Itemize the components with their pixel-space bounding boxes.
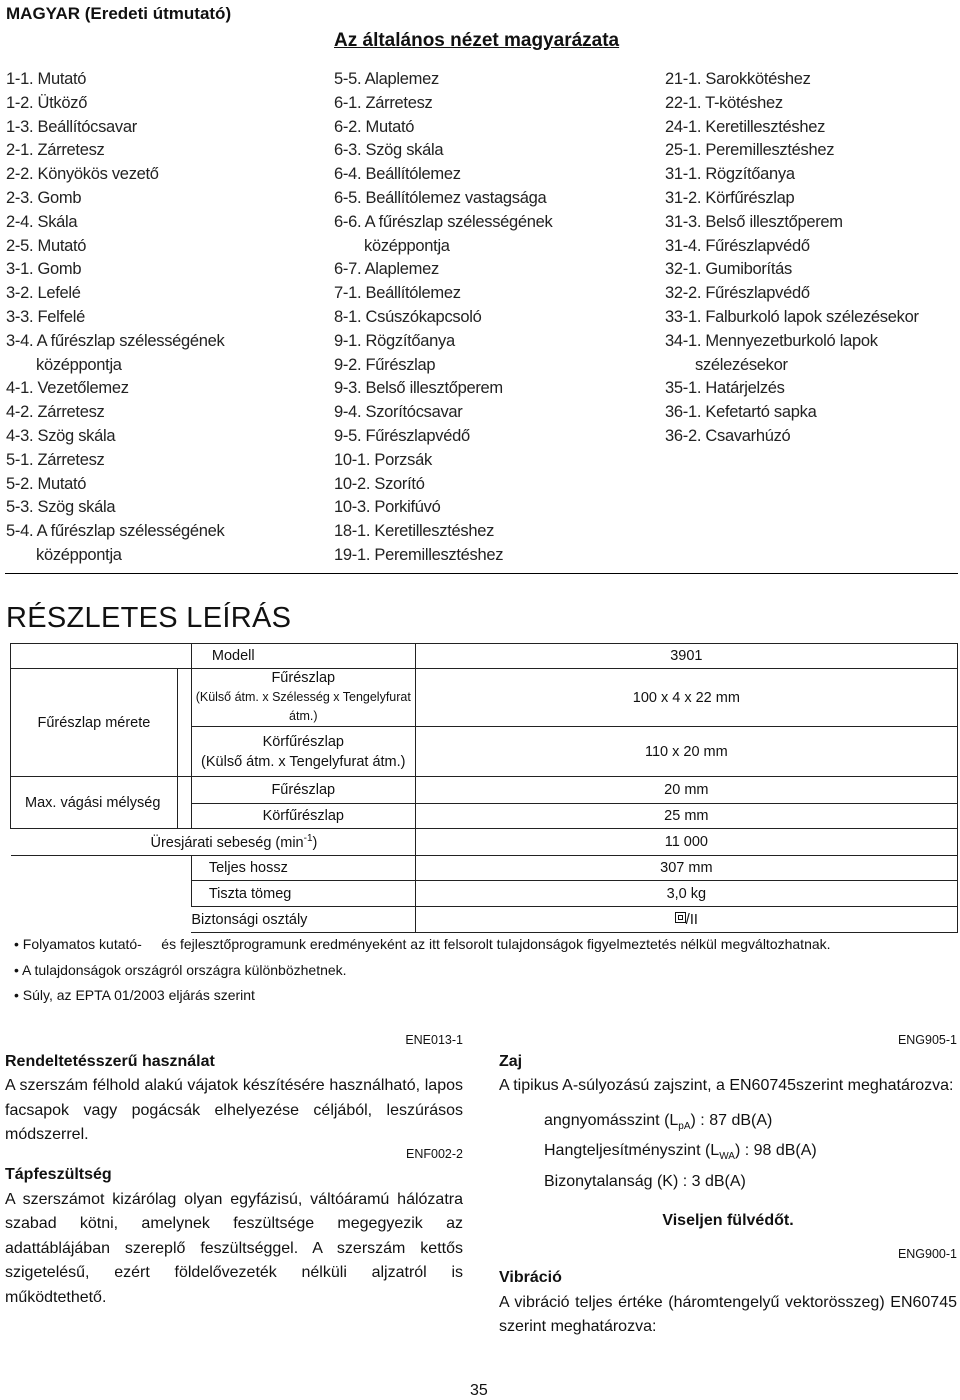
part-item: 35-1. Határjelzés [665, 379, 785, 398]
part-item: 24-1. Keretillesztéshez [665, 117, 826, 136]
part-item: 3-4. A fűrészlap szélességének [6, 331, 225, 350]
part-item: szélezésekor [695, 355, 788, 374]
part-item: 10-2. Szorító [334, 474, 425, 493]
safety-class-label: Biztonsági osztály [191, 907, 415, 933]
part-item: 1-3. Beállítócsavar [6, 117, 137, 136]
code-eng905: ENG905-1 [897, 1033, 957, 1047]
intended-use-heading: Rendeltetésszerű használat [5, 1052, 215, 1070]
part-item: 36-1. Kefetartó sapka [665, 403, 817, 422]
part-item: 5-4. A fűrészlap szélességének [6, 522, 225, 541]
vibration-text: A vibráció teljes értéke (háromtengelyű vektorösszeg) EN60745 szerint meghatározva: [499, 1293, 957, 1336]
noise-heading: Zaj [499, 1052, 523, 1070]
part-item: 3-2. Lefelé [6, 284, 81, 303]
page-number: 35 [470, 1382, 488, 1399]
power-supply-heading: Tápfeszültség [5, 1166, 112, 1183]
part-item: 31-4. Fűrészlapvédő [665, 236, 810, 255]
saw-blade-label: Fűrészlap [271, 670, 336, 686]
part-item: 5-5. Alaplemez [334, 70, 439, 88]
net-weight-value: 3,0 kg [415, 881, 957, 907]
part-item: 6-5. Beállítólemez vastagsága [334, 188, 547, 207]
parts-list-col-3 [665, 68, 919, 449]
code-enf002: ENF002-2 [406, 1146, 463, 1161]
part-item: 5-2. Mutató [6, 474, 87, 493]
part-item: 4-2. Zárretesz [6, 403, 105, 422]
language-heading: MAGYAR (Eredeti útmutató) [6, 4, 232, 23]
part-item: 2-1. Zárretesz [6, 141, 105, 160]
circular-blade-label: Körfűrészlap [262, 733, 344, 750]
part-item: 34-1. Mennyezetburkoló lapok [665, 331, 878, 350]
part-item: középpontja [36, 355, 122, 374]
right-column [499, 1028, 957, 1340]
wear-ear-protection: Viseljen fülvédőt. [662, 1212, 794, 1230]
notes-list [14, 932, 831, 1009]
part-item: 8-1. Csúszókapcsoló [334, 307, 482, 326]
part-item: 7-1. Beállítólemez [334, 284, 461, 303]
part-item: középpontja [36, 545, 122, 564]
part-item: 2-3. Gomb [6, 188, 82, 207]
model-label: Modell [191, 644, 415, 669]
part-item: 31-1. Rögzítőanya [665, 165, 795, 184]
part-item: 31-2. Körfűrészlap [665, 188, 795, 207]
vibration-heading: Vibráció [499, 1269, 562, 1287]
no-load-speed-value: 11 000 [415, 829, 957, 856]
no-load-speed-label: Üresjárati sebeség $(\min^{-1})$ [11, 829, 416, 856]
part-item: 32-2. Fűrészlapvédő [665, 284, 810, 303]
part-item: 6-3. Szög skála [334, 141, 444, 160]
safety-class-value: /II [415, 907, 957, 933]
part-item: 1-2. Ütköző [6, 93, 88, 112]
parts-list-col-2 [334, 68, 552, 568]
sound-power-line: Hangteljesítményszint $(L_{WA})$ : 98 dB(A) [544, 1142, 817, 1163]
part-item: 3-1. Gomb [6, 260, 82, 279]
net-weight-label: Tiszta tömeg [191, 881, 415, 907]
code-ene013: ENE013-1 [405, 1033, 463, 1047]
part-item: 4-3. Szög skála [6, 426, 116, 445]
depth-saw-label: Fűrészlap [191, 777, 415, 804]
depth-saw-value: 20 mm [415, 777, 957, 804]
part-item: 4-1. Vezetőlemez [6, 379, 129, 398]
sound-pressure-line: angnyomásszint $(L_{pA})$ : 87 dB(A) [544, 1111, 773, 1132]
uncertainty-line: Bizonytalanság (K) : 3 dB(A) [544, 1172, 746, 1190]
part-item: 9-1. Rögzítőanya [334, 331, 455, 350]
note-item: • Súly, az EPTA 01/2003 eljárás szerint [14, 987, 255, 1003]
model-value: 3901 [415, 644, 957, 669]
blade-size-label: Fűrészlap mérete [11, 669, 178, 777]
part-item: 25-1. Peremillesztéshez [665, 141, 835, 160]
part-item: 6-4. Beállítólemez [334, 165, 461, 184]
part-item: 6-2. Mutató [334, 117, 415, 136]
part-item: 6-6. A fűrészlap szélességének [334, 212, 553, 231]
part-item: 21-1. Sarokkötéshez [665, 70, 811, 88]
part-item: 9-5. Fűrészlapvédő [334, 426, 470, 445]
part-item: középpontja [364, 236, 450, 255]
part-item: 6-7. Alaplemez [334, 260, 439, 279]
intended-use-text: A szerszám félhold alakú vájatok készítésére használható, lapos facsapok vagy pogácsák elhelyezése céljából, leszúrásos módszerrel. [5, 1077, 463, 1143]
overall-length-label: Teljes hossz [191, 856, 415, 881]
part-item: 9-3. Belső illesztőperem [334, 379, 503, 398]
overall-length-value: 307 mm [415, 856, 957, 881]
left-column [5, 1028, 463, 1310]
part-item: 2-4. Skála [6, 212, 78, 231]
part-item: 9-4. Szorítócsavar [334, 403, 463, 422]
depth-circular-value: 25 mm [415, 804, 957, 829]
general-view-title: Az általános nézet magyarázata [334, 30, 620, 51]
part-item: 5-3. Szög skála [6, 498, 116, 517]
part-item: 10-3. Porkifúvó [334, 498, 441, 517]
saw-blade-dims: (Külső átm. x Szélesség x Tengelyfurat átm.) [195, 690, 411, 723]
part-item: 31-3. Belső illesztőperem [665, 212, 843, 231]
circular-blade-value: 110 x 20 mm [415, 727, 957, 777]
section-divider [5, 573, 958, 574]
max-depth-label: Max. vágási mélység [11, 777, 178, 829]
depth-circular-label: Körfűrészlap [191, 804, 415, 829]
part-item: 9-2. Fűrészlap [334, 355, 436, 374]
double-insulation-icon [675, 912, 686, 923]
saw-blade-value: 100 x 4 x 22 mm [415, 669, 957, 727]
part-item: 19-1. Peremillesztéshez [334, 545, 504, 564]
noise-text: A tipikus A-súlyozású zajszint, a EN60745szerint meghatározva: [499, 1077, 954, 1094]
specifications-table [10, 643, 958, 933]
circular-blade-dims: (Külső átm. x Tengelyfurat átm.) [201, 753, 406, 770]
part-item: 2-5. Mutató [6, 236, 87, 255]
note-item: • A tulajdonságok országról országra különbözhetnek. [14, 961, 347, 978]
part-item: 5-1. Zárretesz [6, 450, 105, 469]
part-item: 6-1. Zárretesz [334, 93, 433, 112]
part-item: 3-3. Felfelé [6, 307, 85, 326]
part-item: 1-1. Mutató [6, 70, 87, 88]
part-item: 10-1. Porzsák [334, 450, 432, 469]
specifications-title: RÉSZLETES LEÍRÁS [6, 602, 292, 634]
note-item: • Folyamatos kutató- és fejlesztőprogramunk eredményeként az itt felsorolt tulajdonságok figyelmeztetés nélkül megváltozhatnak. [14, 936, 831, 952]
part-item: 32-1. Gumiborítás [665, 260, 792, 279]
parts-list-col-1 [6, 68, 224, 568]
part-item: 22-1. T-kötéshez [665, 93, 783, 112]
part-item: 2-2. Könyökös vezető [6, 165, 159, 184]
part-item: 36-2. Csavarhúzó [665, 426, 791, 445]
code-eng900: ENG900-1 [897, 1246, 957, 1261]
power-supply-text: A szerszámot kizárólag olyan egyfázisú, váltóáramú hálózatra szabad kötni, amelynek feszültsége megegyezik az adattáblájában szereplő feszültséggel. A szerszám kettős szigetelésű, ezért földelővezeték nélküli aljzatról is működtethető. [5, 1190, 463, 1306]
part-item: 33-1. Falburkoló lapok szélezésekor [665, 307, 919, 326]
part-item: 18-1. Keretillesztéshez [334, 522, 495, 541]
